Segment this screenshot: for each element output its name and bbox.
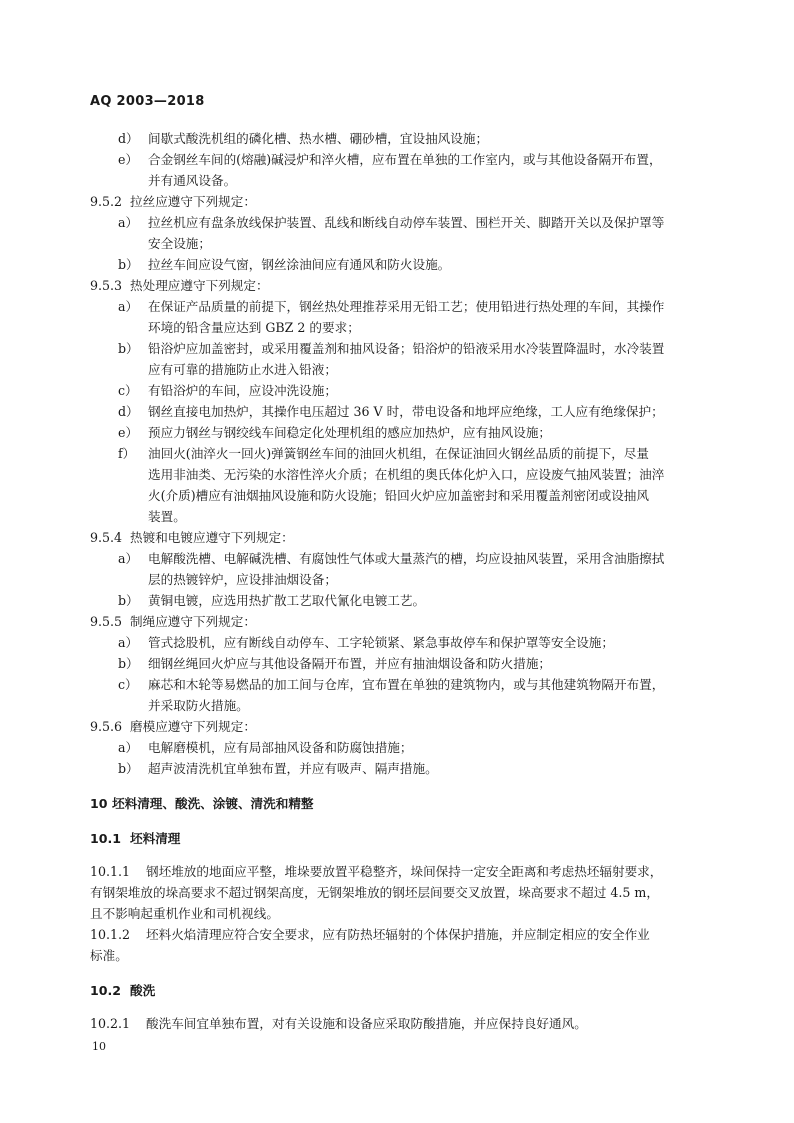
list-label: e） — [118, 425, 139, 440]
clause-number: 9.5.6 — [90, 719, 123, 734]
list-item-continuation — [90, 506, 710, 527]
clause-heading — [90, 611, 710, 632]
paragraph-continuation — [90, 882, 710, 903]
list-text: 电解磨模机，应有局部抽风设备和防腐蚀措施； — [148, 740, 413, 755]
list-text: 有铅浴炉的车间，应设冲洗设施； — [148, 383, 337, 398]
list-text: 管式捻股机，应有断线自动停车、工字轮锁紧、紧急事故停车和保护罩等安全设施； — [148, 635, 614, 650]
list-item — [90, 212, 710, 233]
list-text: 细钢丝绳回火炉应与其他设备隔开布置，并应有抽油烟设备和防火措施； — [148, 656, 551, 671]
paragraph-text: 有钢架堆放的垛高要求不超过钢架高度，无钢架堆放的钢坯层间要交叉放置，垛高要求不超过 4.5 m， — [90, 885, 659, 900]
paragraph-continuation — [90, 945, 710, 966]
list-label: b） — [118, 341, 139, 356]
clause-heading — [90, 527, 710, 548]
list-label: b） — [118, 656, 139, 671]
list-text: 间歇式酸洗机组的磷化槽、热水槽、硼砂槽，宜设抽风设施； — [148, 131, 489, 146]
list-text: 麻芯和木轮等易燃品的加工间与仓库，宜布置在单独的建筑物内，或与其他建筑物隔开布置， — [148, 677, 665, 692]
list-label: a） — [118, 635, 139, 650]
subsection-number: 10.2 — [90, 983, 122, 998]
list-item — [90, 401, 710, 422]
paragraph-text: 酸洗车间宜单独布置，对有关设施和设备应采取防酸措施，并应保持良好通风。 — [146, 1016, 587, 1031]
clause-title: 磨模应遵守下列规定： — [130, 719, 256, 734]
list-item-continuation — [90, 695, 710, 716]
paragraph — [90, 861, 710, 882]
list-text: 选用非油类、无污染的水溶性淬火介质；在机组的奥氏体化炉入口，应设废气抽风装置；油淬 — [148, 467, 665, 482]
list-label: b） — [118, 761, 139, 776]
list-item — [90, 653, 710, 674]
list-text: 油回火(油淬火一回火)弹簧钢丝车间的油回火机组，在保证油回火钢丝品质的前提下，尽量 — [148, 446, 649, 461]
standard-code-header: AQ 2003—2018 — [90, 94, 205, 109]
list-label: a） — [118, 740, 139, 755]
list-text: 拉丝机应有盘条放线保护装置、乱线和断线自动停车装置、围栏开关、脚踏开关以及保护罩等 — [148, 215, 665, 230]
clause-title: 制绳应遵守下列规定： — [130, 614, 256, 629]
list-item — [90, 674, 710, 695]
list-item-continuation — [90, 170, 710, 191]
clause-number: 9.5.3 — [90, 278, 123, 293]
list-label: a） — [118, 299, 139, 314]
paragraph-text: 且不影响起重机作业和司机视线。 — [90, 906, 279, 921]
section-heading — [90, 793, 710, 814]
list-text: 拉丝车间应设气窗，钢丝涂油间应有通风和防火设施。 — [148, 257, 451, 272]
list-item — [90, 737, 710, 758]
list-label: a） — [118, 215, 139, 230]
subsection-title: 坯料清理 — [130, 831, 181, 846]
paragraph-text: 标准。 — [90, 948, 128, 963]
paragraph — [90, 924, 710, 945]
list-text: 合金钢丝车间的(熔融)碱浸炉和淬火槽，应布置在单独的工作室内，或与其他设备隔开布置， — [148, 152, 662, 167]
subsection-number: 10.1 — [90, 831, 122, 846]
list-text: 电解酸洗槽、电解碱洗槽、有腐蚀性气体或大量蒸汽的槽，均应设抽风装置，采用含油脂擦拭 — [148, 551, 665, 566]
list-text: 安全设施； — [148, 236, 211, 251]
list-item — [90, 254, 710, 275]
list-item-continuation — [90, 464, 710, 485]
list-label: d） — [118, 404, 139, 419]
clause-title: 拉丝应遵守下列规定： — [130, 194, 256, 209]
clause-number: 9.5.5 — [90, 614, 123, 629]
list-item-continuation — [90, 317, 710, 338]
list-item — [90, 758, 710, 779]
list-item — [90, 422, 710, 443]
list-item — [90, 380, 710, 401]
clause-number: 10.1.1 — [90, 864, 131, 879]
paragraph-continuation — [90, 903, 710, 924]
list-text: 在保证产品质量的前提下，钢丝热处理推荐采用无铅工艺；使用铅进行热处理的车间，其操作 — [148, 299, 665, 314]
list-text: 钢丝直接电加热炉，其操作电压超过 36 V 时，带电设备和地坪应绝缘，工人应有绝缘保护； — [148, 404, 664, 419]
section-title: 坯料清理、酸洗、涂镀、清洗和精整 — [112, 796, 314, 811]
paragraph-text: 坯料火焰清理应符合安全要求，应有防热坯辐射的个体保护措施，并应制定相应的安全作业 — [146, 927, 650, 942]
clause-number: 9.5.2 — [90, 194, 123, 209]
list-text: 并采取防火措施。 — [148, 698, 249, 713]
page-content — [90, 128, 710, 1034]
clause-number: 10.2.1 — [90, 1016, 131, 1031]
list-item-continuation — [90, 233, 710, 254]
clause-number: 9.5.4 — [90, 530, 123, 545]
list-text: 并有通风设备。 — [148, 173, 237, 188]
list-item — [90, 128, 710, 149]
list-item — [90, 590, 710, 611]
list-item — [90, 632, 710, 653]
clause-number: 10.1.2 — [90, 927, 131, 942]
clause-title: 热镀和电镀应遵守下列规定： — [130, 530, 294, 545]
list-item — [90, 443, 710, 464]
list-text: 层的热镀锌炉，应设排油烟设备； — [148, 572, 337, 587]
list-label: b） — [118, 257, 139, 272]
page-number: 10 — [92, 1040, 106, 1053]
list-item-continuation — [90, 485, 710, 506]
list-text: 环境的铅含量应达到 GBZ 2 的要求； — [148, 320, 360, 335]
subsection-title: 酸洗 — [130, 983, 156, 998]
list-text: 火(介质)槽应有油烟抽风设施和防火设施；铅回火炉应加盖密封和采用覆盖剂密闭或设抽风 — [148, 488, 649, 503]
clause-title: 热处理应遵守下列规定： — [130, 278, 269, 293]
list-item — [90, 548, 710, 569]
list-item-continuation — [90, 569, 710, 590]
list-text: 超声波清洗机宜单独布置，并应有吸声、隔声措施。 — [148, 761, 438, 776]
list-text: 预应力钢丝与钢绞线车间稳定化处理机组的感应加热炉，应有抽风设施； — [148, 425, 551, 440]
list-label: c） — [118, 383, 138, 398]
clause-heading — [90, 275, 710, 296]
clause-heading — [90, 716, 710, 737]
list-item — [90, 149, 710, 170]
list-text: 装置。 — [148, 509, 186, 524]
list-item-continuation — [90, 359, 710, 380]
list-label: b） — [118, 593, 139, 608]
list-item — [90, 338, 710, 359]
list-text: 铅浴炉应加盖密封，或采用覆盖剂和抽风设备；铅浴炉的铅液采用水冷装置降温时，水冷装置 — [148, 341, 665, 356]
section-number: 10 — [90, 796, 108, 811]
list-text: 应有可靠的措施防止水进入铅液； — [148, 362, 337, 377]
paragraph-text: 钢坯堆放的地面应平整，堆垛要放置平稳整齐，垛间保持一定安全距离和考虑热坯辐射要求， — [146, 864, 663, 879]
list-text: 黄铜电镀，应选用热扩散工艺取代氰化电镀工艺。 — [148, 593, 426, 608]
subsection-heading — [90, 828, 710, 849]
list-label: c） — [118, 677, 138, 692]
list-label: a） — [118, 551, 139, 566]
list-label: f） — [118, 446, 136, 461]
list-label: e） — [118, 152, 139, 167]
paragraph — [90, 1013, 710, 1034]
list-item — [90, 296, 710, 317]
clause-heading — [90, 191, 710, 212]
subsection-heading — [90, 980, 710, 1001]
list-label: d） — [118, 131, 139, 146]
